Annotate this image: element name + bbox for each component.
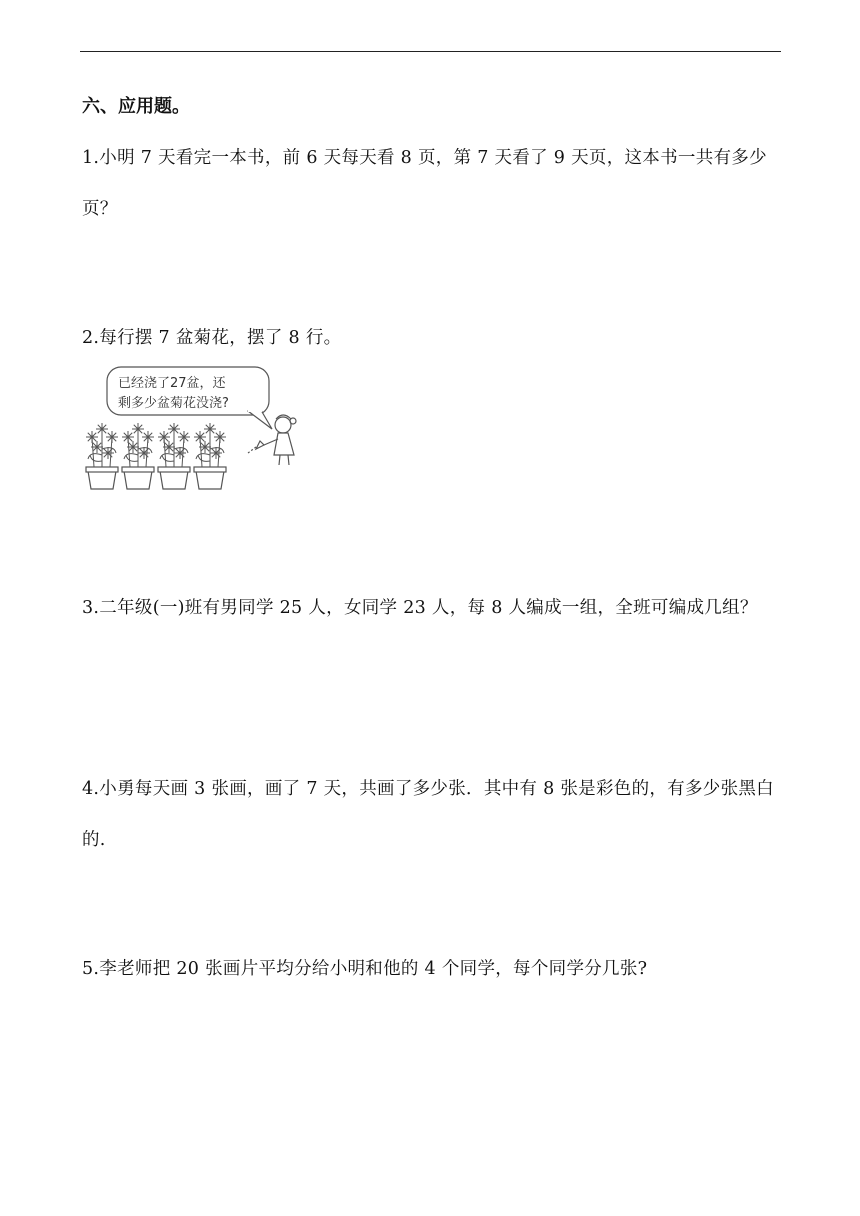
question-text: 二年级(一)班有男同学 25 人，女同学 23 人，每 8 人编成一组，全班可编成几组？ [99, 598, 758, 618]
chrysanthemum-illustration [80, 365, 305, 493]
question-4 [82, 764, 782, 866]
question-text: 小明 7 天看完一本书，前 6 天每天看 8 页，第 7 天看了 9 天页，这本书一共有多少页？ [82, 148, 767, 219]
flower-pot-icon [158, 423, 190, 489]
question-text: 李老师把 20 张画片平均分给小明和他的 4 个同学，每个同学分几张? [99, 959, 648, 979]
question-2 [82, 313, 782, 364]
girl-watering-icon [248, 415, 296, 465]
speech-line-2: 剩多少盆菊花没浇? [118, 396, 229, 411]
question-number: 3. [82, 598, 100, 618]
speech-line-1: 已经浇了27盆，还 [118, 376, 226, 391]
question-number: 2. [82, 328, 100, 348]
question-text: 小勇每天画 3 张画，画了 7 天，共画了多少张．其中有 8 张是彩色的，有多少张黑白的. [82, 779, 774, 850]
speech-bubble [107, 367, 272, 429]
question-number: 1. [82, 148, 100, 168]
question-number: 4. [82, 779, 100, 799]
section-title: 六、应用题。 [82, 96, 190, 117]
flower-pot-icon [194, 423, 226, 489]
header-rule [80, 51, 781, 52]
question-5 [82, 944, 782, 995]
question-text: 每行摆 7 盆菊花，摆了 8 行。 [99, 328, 342, 348]
flower-pots [86, 423, 226, 489]
question-1 [82, 133, 782, 235]
question-3 [82, 583, 782, 634]
flower-pot-icon [122, 423, 154, 489]
flower-pot-icon [86, 423, 118, 489]
question-number: 5. [82, 959, 100, 979]
